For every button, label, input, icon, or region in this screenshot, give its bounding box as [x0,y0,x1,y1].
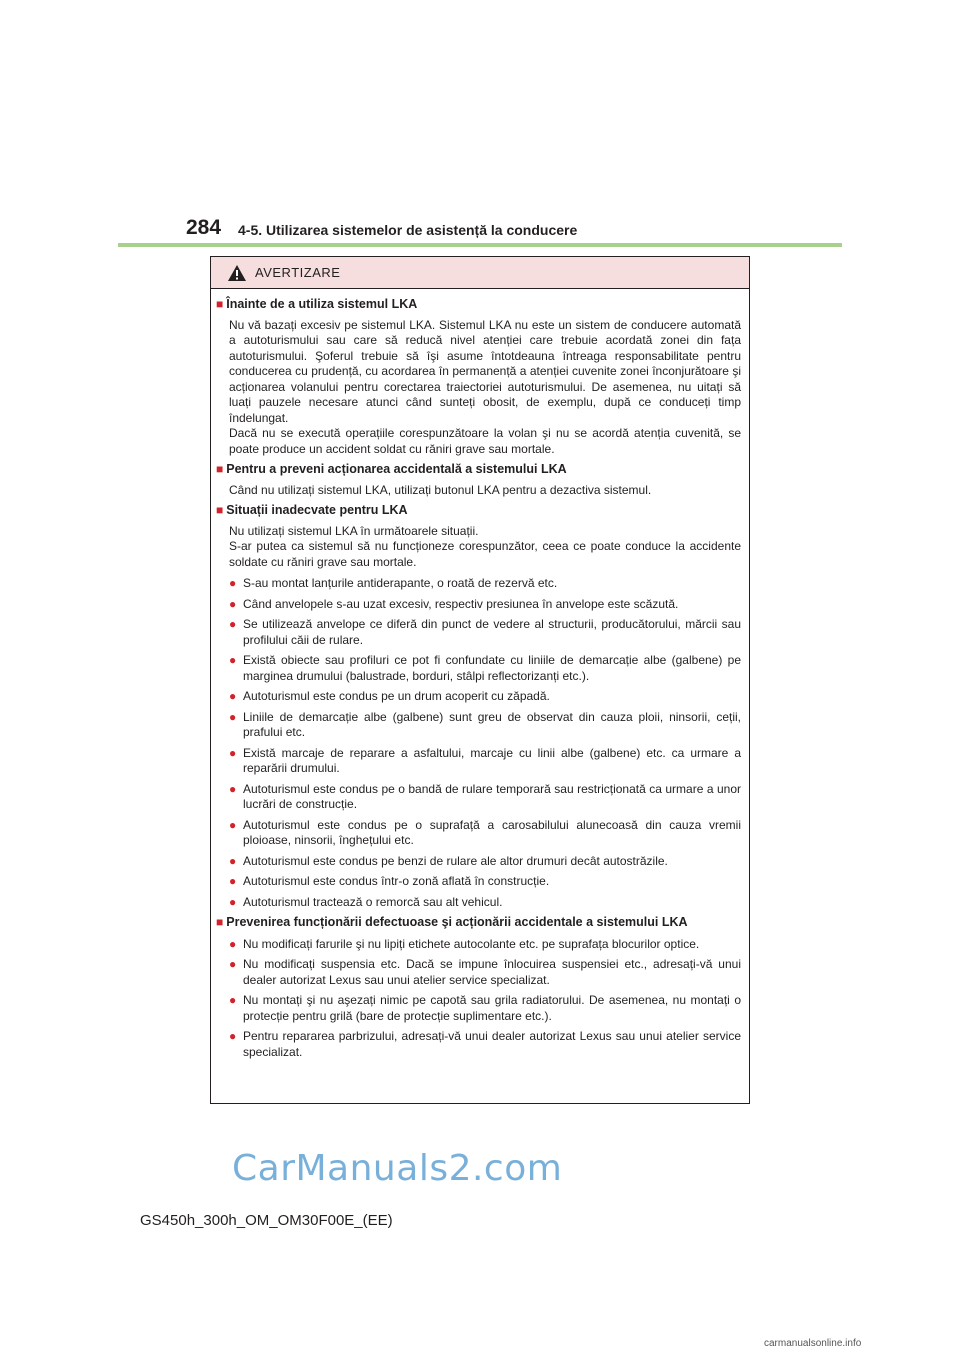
bullet-dot-icon: ● [229,709,237,724]
bullet-dot-icon: ● [229,993,237,1007]
list-item [229,854,741,870]
list-item-text: Autoturismul este condus pe o bandă de rulare temporară sau restricționată ca urmare a unor lucrări de construcție. [243,781,741,811]
list-item [229,653,741,684]
list-item [229,746,741,777]
bullet-dot-icon: ● [229,653,237,667]
square-bullet-icon: ■ [216,462,224,476]
list-item [229,782,741,813]
bullet-list [216,937,741,1061]
paragraph: Nu utilizați sistemul LKA în următoarele situații. [229,523,479,538]
page-number: 284 [186,216,222,239]
list-item-text: Nu montați şi nu aşezați nimic pe capotă sau grila radiatorului. De asemenea, nu montați o protecție pentru grilă (bare de protecție suplimentare etc.). [243,993,741,1023]
list-item [229,957,741,988]
list-item-text: S-au montat lanțurile antiderapante, o roată de rezervă etc. [243,576,558,590]
bullet-dot-icon: ● [229,874,237,888]
list-item-text: Autoturismul tractează o remorcă sau alt vehicul. [243,894,503,909]
warning-title: AVERTIZARE [255,265,341,280]
bullet-dot-icon: ● [229,617,237,631]
footer-code: GS450h_300h_OM_OM30F00E_(EE) [140,1212,393,1229]
list-item [229,895,741,911]
list-item [229,710,741,741]
warning-box [210,256,750,1104]
bullet-dot-icon: ● [229,1029,237,1043]
warning-triangle-icon [227,264,247,282]
bullet-dot-icon: ● [229,596,237,611]
bullet-dot-icon: ● [229,853,237,868]
section-heading [216,462,741,478]
list-item [229,818,741,849]
list-item [229,937,741,953]
bullet-dot-icon: ● [229,689,237,703]
list-item [229,1029,741,1060]
list-item-text: Liniile de demarcație albe (galbene) sunt greu de observat din cauza ploii, ninsorii, ceții, prafului etc. [243,709,741,739]
bullet-dot-icon: ● [229,936,237,951]
list-item [229,689,741,705]
bullet-dot-icon: ● [229,894,237,909]
list-item-text: Nu modificați farurile şi nu lipiți etichete autocolante etc. pe suprafața blocurilor optice. [243,936,700,951]
bullet-dot-icon: ● [229,957,237,971]
list-item-text: Se utilizează anvelope ce diferă din punct de vedere al structurii, producătorului, mărcii sau profilului căii de rulare. [243,617,741,647]
square-bullet-icon: ■ [216,915,224,929]
paragraph: S-ar putea ca sistemul să nu funcționeze corespunzător, ceea ce poate conduce la accidente soldate cu răniri grave sau mortale. [229,539,741,569]
list-item [229,617,741,648]
section-heading-text: Pentru a preveni acționarea accidentală a sistemului LKA [226,462,567,476]
list-item [229,993,741,1024]
list-item-text: Autoturismul este condus într-o zonă aflată în construcție. [243,874,550,888]
list-item [229,597,741,613]
section-heading-text: Situații inadecvate pentru LKA [226,503,408,517]
list-item-text: Autoturismul este condus pe o suprafață a carosabilului alunecoasă din cauza vremii ploioase, ninsorii, înghețului etc. [243,817,741,847]
bullet-list [216,576,741,910]
bullet-dot-icon: ● [229,781,237,796]
bullet-dot-icon: ● [229,817,237,832]
section-heading [216,915,741,931]
list-item [229,874,741,890]
section-heading-text: Prevenirea funcționării defectuoase şi acționării accidentale a sistemului LKA [226,915,688,929]
warning-section [216,297,741,457]
warning-header [211,257,749,289]
warning-body [211,289,749,1060]
paragraph: Nu vă bazați excesiv pe sistemul LKA. Sistemul LKA nu este un sistem de conducere automată a autoturismului sau care să reducă nivel atenției care trebuie acordată zonei din fața autoturismului. Şoferul trebuie să îşi asume întotdeauna întreaga responsabilitate pentru conducerea cu prudență, cu acordarea în permanență a atenției cuvenite zonei înconjurătoare şi acționarea volanului pentru corectarea traiectoriei autoturismului. De asemenea, nu uitați să luați pauzele necesare atunci când sunteți obosit, de exemplu, după ce conduceți timp îndelungat. [229,317,741,425]
list-item-text: Nu modificați suspensia etc. Dacă se impune înlocuirea suspensiei etc., adresați-vă unui dealer autorizat Lexus sau unui atelier service specializat. [243,957,741,987]
list-item-text: Pentru repararea parbrizului, adresați-vă unui dealer autorizat Lexus sau unui atelier service specializat. [243,1029,741,1059]
square-bullet-icon: ■ [216,297,224,311]
list-item-text: Autoturismul este condus pe un drum acoperit cu zăpadă. [243,689,550,703]
list-item [229,576,741,592]
list-item-text: Există obiecte sau profiluri ce pot fi confundate cu liniile de demarcație albe (galbene) pe marginea drumului (balustrade, borduri, stâlpi reflectorizanți etc.). [243,653,741,683]
section-heading-text: Înainte de a utiliza sistemul LKA [226,297,418,311]
header-rule [118,243,842,247]
list-item-text: Autoturismul este condus pe benzi de rulare ale altor drumuri decât autostrăzile. [243,853,668,868]
warning-section [216,503,741,910]
bottom-site-watermark: carmanualsonline.info [764,1338,862,1349]
square-bullet-icon: ■ [216,503,224,517]
paragraph: Dacă nu se execută operațiile corespunzătoare la volan şi nu se acordă atenția cuvenită, se poate produce un accident soldat cu răniri grave sau mortale. [229,426,741,456]
bullet-dot-icon: ● [229,745,237,760]
bullet-dot-icon: ● [229,576,237,590]
section-heading [216,503,741,519]
watermark: CarManuals2.com [232,1148,563,1189]
list-item-text: Când anvelopele s-au uzat excesiv, respectiv presiunea în anvelope este scăzută. [243,596,679,611]
paragraph: Când nu utilizați sistemul LKA, utilizați butonul LKA pentru a dezactiva sistemul. [229,482,652,497]
section-title: 4-5. Utilizarea sistemelor de asistență la conducere [238,222,578,238]
warning-section [216,915,741,1060]
list-item-text: Există marcaje de reparare a asfaltului, marcaje cu linii albe (galbene) etc. ca urmare a reparării drumului. [243,745,741,775]
section-heading [216,297,741,313]
warning-section [216,462,741,498]
